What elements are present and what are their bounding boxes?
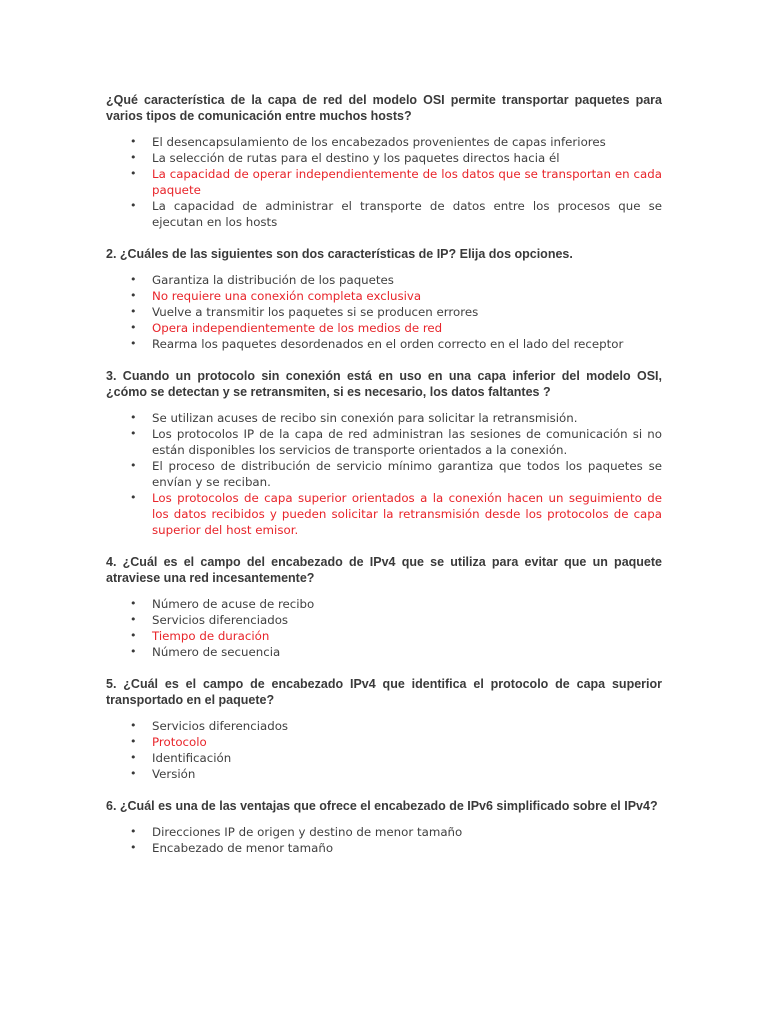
question-text: ¿Qué característica de la capa de red del modelo OSI permite transportar paquetes para varios tipos de comunicación entre muchos hosts? bbox=[106, 93, 662, 123]
bullet-icon: • bbox=[130, 321, 137, 334]
option-text: El proceso de distribución de servicio mínimo garantiza que todos los paquetes se envían y se reciban. bbox=[152, 459, 662, 489]
option bbox=[106, 458, 662, 490]
question-block bbox=[106, 676, 662, 782]
correct-option bbox=[106, 288, 662, 304]
option bbox=[106, 596, 662, 612]
option bbox=[106, 718, 662, 734]
option bbox=[106, 134, 662, 150]
option bbox=[106, 198, 662, 230]
option-text: Los protocolos IP de la capa de red administran las sesiones de comunicación si no están disponibles los servicios de transporte orientados a la conexión. bbox=[152, 427, 662, 457]
option-text: No requiere una conexión completa exclusiva bbox=[152, 289, 422, 303]
correct-option bbox=[106, 490, 662, 538]
option bbox=[106, 336, 662, 352]
bullet-icon: • bbox=[130, 135, 137, 148]
document-page bbox=[106, 92, 662, 872]
bullet-icon: • bbox=[130, 613, 137, 626]
question-block bbox=[106, 246, 662, 352]
option bbox=[106, 750, 662, 766]
bullet-icon: • bbox=[130, 273, 137, 286]
option bbox=[106, 410, 662, 426]
option-list bbox=[106, 718, 662, 782]
bullet-icon: • bbox=[130, 629, 137, 642]
option-text: El desencapsulamiento de los encabezados provenientes de capas inferiores bbox=[152, 135, 606, 149]
question-block bbox=[106, 798, 662, 856]
bullet-icon: • bbox=[130, 289, 137, 302]
question-text: 2. ¿Cuáles de las siguientes son dos características de IP? Elija dos opciones. bbox=[106, 247, 573, 261]
correct-option bbox=[106, 734, 662, 750]
option-list bbox=[106, 134, 662, 230]
option-text: Opera independientemente de los medios de red bbox=[152, 321, 443, 335]
option bbox=[106, 150, 662, 166]
option-text: Encabezado de menor tamaño bbox=[152, 841, 334, 855]
option-text: Vuelve a transmitir los paquetes si se producen errores bbox=[152, 305, 479, 319]
bullet-icon: • bbox=[130, 735, 137, 748]
option-text: Los protocolos de capa superior orientados a la conexión hacen un seguimiento de los datos recibidos y pueden solicitar la retransmisión desde los protocolos de capa superior del host emisor. bbox=[152, 491, 662, 537]
option-text: Número de acuse de recibo bbox=[152, 597, 315, 611]
bullet-icon: • bbox=[130, 825, 137, 838]
option-text: Identificación bbox=[152, 751, 232, 765]
correct-option bbox=[106, 628, 662, 644]
question-text: 4. ¿Cuál es el campo del encabezado de IPv4 que se utiliza para evitar que un paquete atraviese una red incesantemente? bbox=[106, 555, 662, 585]
option bbox=[106, 304, 662, 320]
question-text: 3. Cuando un protocolo sin conexión está en uso en una capa inferior del modelo OSI, ¿cómo se detectan y se retransmiten, si es necesario, los datos faltantes ? bbox=[106, 369, 662, 399]
bullet-icon: • bbox=[130, 459, 137, 472]
option-text: Direcciones IP de origen y destino de menor tamaño bbox=[152, 825, 463, 839]
option-text: Rearma los paquetes desordenados en el orden correcto en el lado del receptor bbox=[152, 337, 624, 351]
bullet-icon: • bbox=[130, 597, 137, 610]
option-list bbox=[106, 410, 662, 538]
option-text: Se utilizan acuses de recibo sin conexión para solicitar la retransmisión. bbox=[152, 411, 578, 425]
question-block bbox=[106, 554, 662, 660]
option-text: La selección de rutas para el destino y los paquetes directos hacia él bbox=[152, 151, 560, 165]
option bbox=[106, 426, 662, 458]
question-block bbox=[106, 368, 662, 538]
option bbox=[106, 272, 662, 288]
bullet-icon: • bbox=[130, 719, 137, 732]
option-text: Servicios diferenciados bbox=[152, 719, 289, 733]
option-list bbox=[106, 272, 662, 352]
bullet-icon: • bbox=[130, 751, 137, 764]
option-text: Servicios diferenciados bbox=[152, 613, 289, 627]
bullet-icon: • bbox=[130, 151, 137, 164]
bullet-icon: • bbox=[130, 337, 137, 350]
option-text: Versión bbox=[152, 767, 196, 781]
bullet-icon: • bbox=[130, 767, 137, 780]
bullet-icon: • bbox=[130, 305, 137, 318]
option-text: Tiempo de duración bbox=[152, 629, 270, 643]
option-text: Número de secuencia bbox=[152, 645, 281, 659]
question-list bbox=[106, 92, 662, 856]
bullet-icon: • bbox=[130, 491, 137, 504]
option-text: La capacidad de administrar el transporte de datos entre los procesos que se ejecutan en los hosts bbox=[152, 199, 662, 229]
option bbox=[106, 766, 662, 782]
option-list bbox=[106, 596, 662, 660]
correct-option bbox=[106, 166, 662, 198]
question-block bbox=[106, 92, 662, 230]
bullet-icon: • bbox=[130, 411, 137, 424]
option bbox=[106, 644, 662, 660]
option-text: La capacidad de operar independientemente de los datos que se transportan en cada paquete bbox=[152, 167, 662, 197]
option bbox=[106, 612, 662, 628]
option-text: Garantiza la distribución de los paquetes bbox=[152, 273, 394, 287]
option-text: Protocolo bbox=[152, 735, 207, 749]
question-text: 5. ¿Cuál es el campo de encabezado IPv4 que identifica el protocolo de capa superior transportado en el paquete? bbox=[106, 677, 662, 707]
bullet-icon: • bbox=[130, 167, 137, 180]
question-text: 6. ¿Cuál es una de las ventajas que ofrece el encabezado de IPv6 simplificado sobre el IPv4? bbox=[106, 799, 658, 813]
option-list bbox=[106, 824, 662, 856]
option bbox=[106, 840, 662, 856]
bullet-icon: • bbox=[130, 427, 137, 440]
correct-option bbox=[106, 320, 662, 336]
option bbox=[106, 824, 662, 840]
bullet-icon: • bbox=[130, 841, 137, 854]
bullet-icon: • bbox=[130, 645, 137, 658]
bullet-icon: • bbox=[130, 199, 137, 212]
